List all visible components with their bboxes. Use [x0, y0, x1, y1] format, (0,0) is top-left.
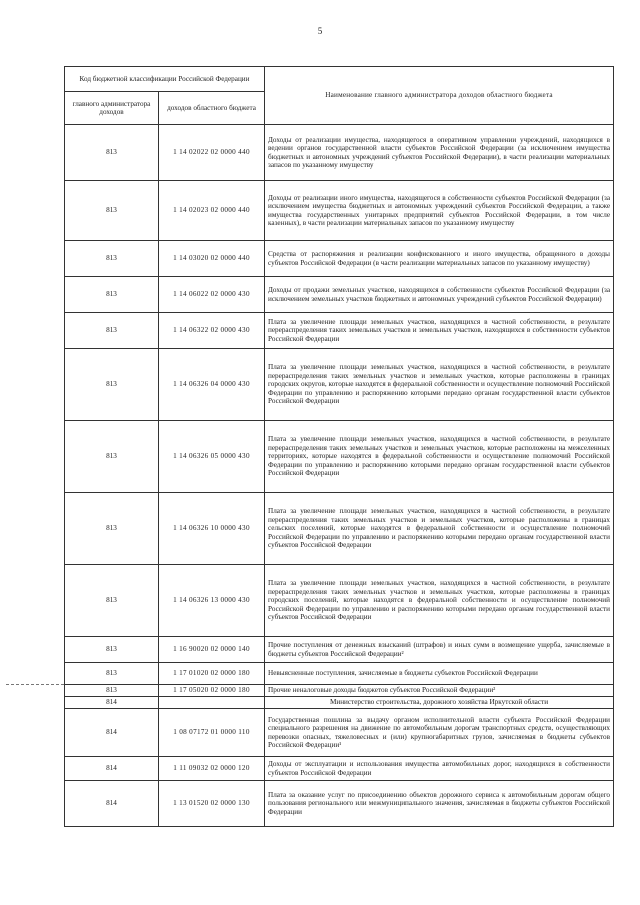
income-name-cell: Плата за увеличение площади земельных участков, находящихся в частной собственности, в результате перераспределения таких земельных участков и земельных участков, которые расположены в границах сельских поселений, которые находятся в федеральной собственности и осуществление полномочий Российской Федерации по управлению и распоряжению которыми передано органам государственной власти субъектов Российской Федерации [265, 493, 614, 565]
income-name-cell: Плата за увеличение площади земельных участков, находящихся в частной собственности, в результате перераспределения таких земельных участков и земельных участков, которые расположены на межселенных территориях, которые находятся в федеральной собственности и осуществление полномочий Российской Федерации по управлению и распоряжению которыми передано органам государственной власти субъектов Российской Федерации [265, 421, 614, 493]
admin-code-cell: 813 [65, 493, 159, 565]
table-row [65, 757, 614, 781]
table-row [65, 565, 614, 637]
table-row [65, 349, 614, 421]
admin-code-cell: 813 [65, 181, 159, 241]
income-name-cell: Плата за увеличение площади земельных участков, находящихся в частной собственности, в результате перераспределения таких земельных участков и земельных участков, которые расположены в границах городских округов, которые находятся в федеральной собственности и осуществление полномочий Российской Федерации по управлению и распоряжению которыми передано органам государственной власти субъектов Российской Федерации [265, 349, 614, 421]
admin-code-cell: 813 [65, 277, 159, 313]
income-code-cell: 1 14 02023 02 0000 440 [159, 181, 265, 241]
table-row [65, 685, 614, 697]
income-name-cell: Доходы от эксплуатации и использования имущества автомобильных дорог, находящихся в собственности субъектов Российской Федерации [265, 757, 614, 781]
table-row [65, 125, 614, 181]
income-code-cell: 1 14 06326 13 0000 430 [159, 565, 265, 637]
income-name-cell: Доходы от продажи земельных участков, находящихся в собственности субъектов Российской Федерации (за исключением земельных участков бюджетных и автономных учреждений субъектов Российской Федерации) [265, 277, 614, 313]
income-code-cell: 1 14 06326 05 0000 430 [159, 421, 265, 493]
admin-code-cell: 814 [65, 709, 159, 757]
table-row [65, 277, 614, 313]
income-code-cell: 1 14 02022 02 0000 440 [159, 125, 265, 181]
income-code-cell: 1 14 06326 04 0000 430 [159, 349, 265, 421]
table-row [65, 709, 614, 757]
income-name-cell: Доходы от реализации иного имущества, находящегося в собственности субъектов Российской Федерации (за исключением имущества бюджетных и автономных учреждений субъектов Российской Федерации, а также имущества государственных унитарных предприятий субъектов Российской Федерации, в том числе казенных), в части реализации материальных запасов по указанному имуществу [265, 181, 614, 241]
admin-code-cell: 813 [65, 125, 159, 181]
income-name-cell: Плата за оказание услуг по присоединению объектов дорожного сервиса к автомобильным дорогам общего пользования регионального или межмуниципального значения, зачисляемая в бюджеты субъектов Российской Федерации [265, 781, 614, 827]
admin-code-cell: 813 [65, 685, 159, 697]
income-name-cell: Средства от распоряжения и реализации конфискованного и иного имущества, обращенного в доходы субъектов Российской Федерации (в части реализации материальных запасов по указанному имуществу) [265, 241, 614, 277]
table-row [65, 663, 614, 685]
income-code-cell: 1 08 07172 01 0000 110 [159, 709, 265, 757]
admin-code-cell: 813 [65, 421, 159, 493]
ministry-name-cell: Министерство строительства, дорожного хозяйства Иркутской области [265, 697, 614, 709]
admin-code-cell: 813 [65, 349, 159, 421]
header-regional-budget-income: доходов областного бюджета [159, 92, 265, 125]
income-code-cell: 1 17 01020 02 0000 180 [159, 663, 265, 685]
table-row [65, 181, 614, 241]
table-row [65, 421, 614, 493]
header-budget-classification-code: Код бюджетной классификации Российской Федерации [65, 67, 265, 92]
header-chief-administrator: главного администратора доходов [65, 92, 159, 125]
income-code-cell: 1 17 05020 02 0000 180 [159, 685, 265, 697]
table-row [65, 637, 614, 663]
admin-code-cell: 814 [65, 757, 159, 781]
page-number: 5 [317, 26, 323, 36]
income-code-cell [159, 697, 265, 709]
income-name-cell: Государственная пошлина за выдачу органом исполнительной власти субъекта Российской Федерации специального разрешения на движение по автомобильным дорогам транспортных средств, осуществляющих перевозки опасных, тяжеловесных и (или) крупногабаритных грузов, зачисляемая в бюджеты субъектов Российской Федерации¹ [265, 709, 614, 757]
income-code-cell: 1 11 09032 02 0000 120 [159, 757, 265, 781]
section-row [65, 697, 614, 709]
income-code-cell: 1 16 90020 02 0000 140 [159, 637, 265, 663]
income-name-cell: Плата за увеличение площади земельных участков, находящихся в частной собственности, в результате перераспределения таких земельных участков и земельных участков, которые расположены в границах городских поселений, которые находятся в федеральной собственности и осуществление полномочий Российской Федерации по управлению и распоряжению которыми передано органам государственной власти субъектов Российской Федерации [265, 565, 614, 637]
income-name-cell: Доходы от реализации имущества, находящегося в оперативном управлении учреждений, находящихся в ведении органов государственной власти субъектов Российской Федерации (за исключением имущества бюджетных и автономных учреждений субъектов Российской Федерации), в части реализации материальных запасов по указанному имуществу [265, 125, 614, 181]
table-row [65, 493, 614, 565]
income-code-cell: 1 14 06022 02 0000 430 [159, 277, 265, 313]
income-name-cell: Прочие неналоговые доходы бюджетов субъектов Российской Федерации² [265, 685, 614, 697]
income-code-cell: 1 14 03020 02 0000 440 [159, 241, 265, 277]
income-administrators-table [64, 66, 614, 827]
income-code-cell: 1 13 01520 02 0000 130 [159, 781, 265, 827]
scan-artifact-line [6, 684, 64, 685]
admin-code-cell: 813 [65, 313, 159, 349]
table-row [65, 313, 614, 349]
income-name-cell: Невыясненные поступления, зачисляемые в бюджеты субъектов Российской Федерации [265, 663, 614, 685]
income-name-cell: Плата за увеличение площади земельных участков, находящихся в частной собственности, в результате перераспределения таких земельных участков и земельных участков, находящихся в собственности субъектов Российской Федерации [265, 313, 614, 349]
table-row [65, 781, 614, 827]
income-code-cell: 1 14 06326 10 0000 430 [159, 493, 265, 565]
admin-code-cell: 813 [65, 663, 159, 685]
admin-code-cell: 813 [65, 637, 159, 663]
table-row [65, 241, 614, 277]
header-administrator-name: Наименование главного администратора доходов областного бюджета [265, 67, 614, 125]
admin-code-cell: 813 [65, 241, 159, 277]
admin-code-cell: 813 [65, 565, 159, 637]
admin-code-cell: 814 [65, 781, 159, 827]
income-name-cell: Прочие поступления от денежных взысканий (штрафов) и иных сумм в возмещение ущерба, зачисляемые в бюджеты субъектов Российской Федерации² [265, 637, 614, 663]
admin-code-cell: 814 [65, 697, 159, 709]
income-code-cell: 1 14 06322 02 0000 430 [159, 313, 265, 349]
